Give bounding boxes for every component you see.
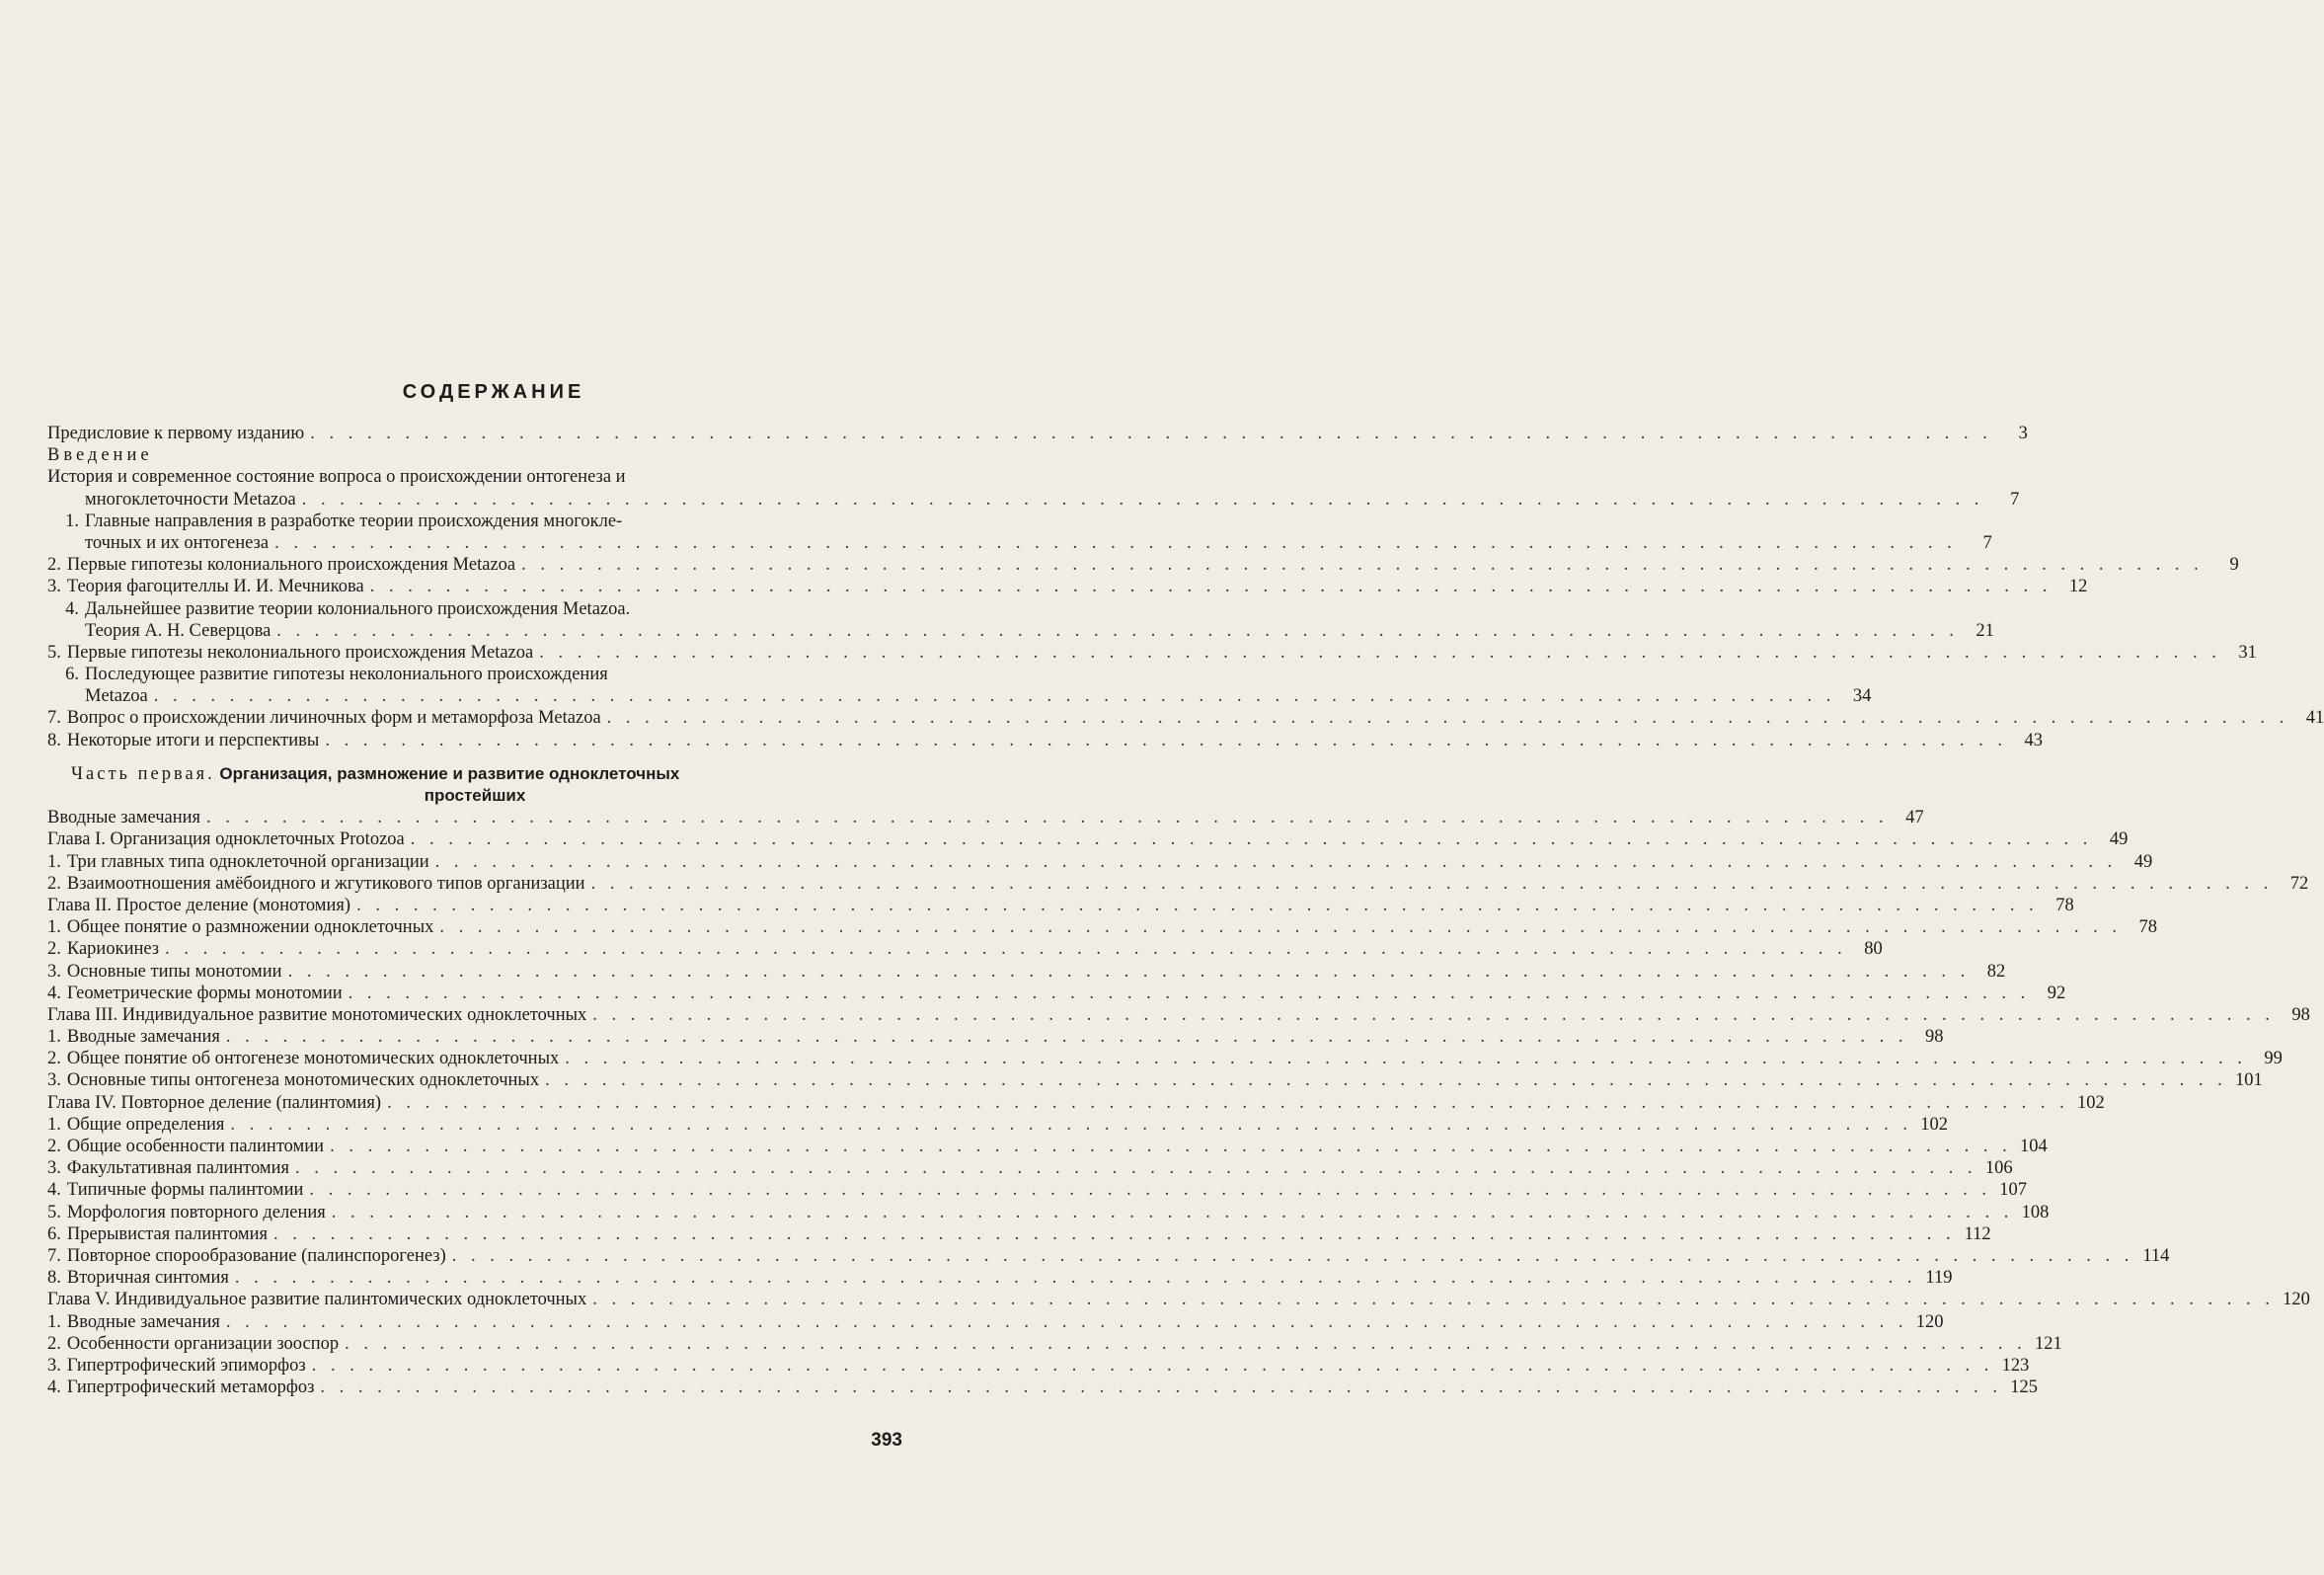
toc-entry-number: 3.: [47, 577, 61, 597]
toc-page-number: 47: [1905, 808, 1924, 828]
leader-dots: [591, 873, 2274, 895]
leader-dots: [288, 961, 1971, 983]
leader-dots: [273, 1223, 1956, 1245]
leader-dots: [310, 423, 1992, 444]
leader-dots: [226, 1311, 1908, 1333]
toc-entry-number: 5.: [47, 642, 61, 663]
toc-entry-title: Глава II. Простое деление (монотомия): [47, 895, 351, 915]
toc-entry[interactable]: [47, 1048, 2283, 1069]
toc-entry-title: Главные направления в разработке теории происхождения многокле-: [85, 511, 623, 531]
part-title: Организация, размножение и развитие одноклеточных: [219, 763, 680, 783]
leader-dots: [230, 1114, 1912, 1136]
toc-entry[interactable]: [47, 1202, 2050, 1223]
leader-dots: [607, 707, 2289, 729]
toc-page-number: 34: [1852, 686, 1872, 707]
toc-page-number: 92: [2047, 983, 2066, 1003]
toc-entry[interactable]: [47, 1157, 2013, 1179]
toc-entry[interactable]: [47, 1114, 1948, 1136]
toc-entry-title: Дальнейшее развитие теории колониального происхождения Metazoa.: [85, 598, 631, 619]
toc-entry[interactable]: [47, 1004, 2310, 1026]
toc-entry-number: 2.: [47, 1049, 61, 1069]
toc-entry-title: Особенности организации зооспор: [66, 1333, 340, 1354]
leader-dots: [154, 685, 1836, 707]
toc-page-number: 49: [2133, 851, 2153, 872]
toc-entry-intro-line1[interactable]: [47, 466, 902, 488]
toc-entry-title: многоклеточности Metazoa: [85, 489, 296, 510]
toc-entry-number: 2.: [47, 939, 61, 960]
toc-entry[interactable]: [47, 1355, 2030, 1377]
toc-page-number: 107: [1999, 1180, 2028, 1201]
leader-dots: [592, 1004, 2275, 1026]
toc-entry-title: История и современное состояние вопроса о происхождении онтогенеза и: [47, 467, 626, 488]
toc-page-number: 49: [2109, 829, 2129, 850]
toc-entry[interactable]: [47, 1267, 1953, 1289]
toc-entry-number: 1.: [65, 511, 79, 531]
toc-entry-title: Типичные формы палинтомии: [66, 1180, 304, 1201]
leader-dots: [276, 620, 1959, 642]
toc-entry-title: Metazoa: [85, 686, 148, 707]
toc-entry[interactable]: [47, 828, 2129, 850]
leader-dots: [330, 1136, 2012, 1157]
toc-entry[interactable]: [47, 1223, 1991, 1245]
leader-dots: [295, 1157, 1977, 1179]
toc-entry-title: Глава V. Индивидуальное развитие палинтомических одноклеточных: [47, 1290, 587, 1310]
toc-entry-title: Глава IV. Повторное деление (палинтомия): [47, 1092, 382, 1113]
toc-page-number: 21: [1975, 620, 1994, 641]
toc-page-number: 12: [2068, 577, 2088, 597]
leader-dots: [370, 576, 2053, 597]
toc-entry-number: 8.: [47, 730, 61, 750]
toc-entry[interactable]: [47, 916, 2158, 938]
toc-entry[interactable]: [47, 938, 1883, 960]
toc-entry-title: Гипертрофический метаморфоз: [66, 1378, 315, 1398]
toc-entry[interactable]: [47, 511, 902, 532]
leader-dots: [539, 642, 2221, 664]
toc-entry-number: 3.: [47, 1070, 61, 1091]
toc-entry[interactable]: [47, 851, 2153, 873]
leader-dots: [349, 983, 2031, 1004]
toc-entry-number: 8.: [47, 1268, 61, 1289]
toc-page-number: 99: [2264, 1049, 2283, 1069]
toc-entry[interactable]: [47, 1245, 2170, 1267]
toc-entry[interactable]: [47, 730, 2043, 751]
toc-entry-title: Глава III. Индивидуальное развитие монотомических одноклеточных: [47, 1004, 587, 1025]
leader-dots: [411, 828, 2093, 850]
toc-entry[interactable]: [47, 532, 1992, 554]
toc-page-number: 43: [2024, 730, 2043, 750]
toc-entry-title: Морфология повторного деления: [66, 1202, 326, 1222]
toc-entry-number: 2.: [47, 555, 61, 576]
part1-entry-list: [47, 807, 2310, 1398]
leader-dots: [345, 1333, 2027, 1355]
toc-entry-title: Общие определения: [66, 1114, 225, 1135]
toc-page-number: 98: [1925, 1027, 1944, 1048]
toc-page-number: 123: [2001, 1355, 2030, 1376]
toc-page-number: 31: [2238, 642, 2257, 663]
toc-entry-title: Кариокинез: [66, 939, 160, 960]
toc-entry-title: Предисловие к первому изданию: [47, 424, 305, 443]
toc-entry-number: 7.: [47, 708, 61, 729]
toc-entry-title: Общее понятие о размножении одноклеточных: [66, 917, 434, 938]
toc-entry-number: 4.: [47, 1180, 61, 1201]
leader-dots: [226, 1026, 1908, 1048]
leader-dots: [452, 1245, 2134, 1267]
part-heading: [47, 763, 902, 807]
toc-entry-number: 2.: [47, 1333, 61, 1354]
toc-page-number: 7: [1982, 532, 1992, 553]
toc-entry[interactable]: [47, 895, 2074, 916]
toc-entry-number: 3.: [47, 1355, 61, 1376]
toc-page-number: 7: [2010, 489, 2020, 510]
toc-page-number: 102: [2076, 1092, 2105, 1113]
toc-entry[interactable]: [47, 1179, 2028, 1201]
toc-page-number: 3: [2018, 424, 2028, 443]
toc-entry[interactable]: [47, 1333, 2062, 1355]
toc-entry-number: 1.: [47, 917, 61, 938]
leader-dots: [165, 938, 1847, 960]
toc-entry-intro-line2[interactable]: [47, 489, 2020, 511]
toc-page-number: 108: [2021, 1202, 2050, 1222]
toc-entry-number: 4.: [47, 983, 61, 1003]
toc-entry[interactable]: [47, 1377, 2038, 1398]
toc-entry-title: Общие особенности палинтомии: [66, 1137, 325, 1157]
toc-entry[interactable]: [47, 1311, 1944, 1333]
toc-entry-title: Прерывистая палинтомия: [66, 1223, 269, 1244]
toc-page-number: 104: [2019, 1137, 2048, 1157]
toc-entry-title: Последующее развитие гипотезы неколониального происхождения: [85, 665, 608, 685]
toc-page-number: 98: [2291, 1004, 2310, 1025]
toc-entry[interactable]: [47, 1092, 2105, 1114]
toc-entry-title: Общее понятие об онтогенезе монотомических одноклеточных: [66, 1049, 560, 1069]
toc-page-number: 120: [1915, 1311, 1944, 1332]
toc-entry-number: 4.: [47, 1378, 61, 1398]
toc-entry[interactable]: [47, 576, 2088, 597]
toc-entry[interactable]: [47, 1289, 2310, 1310]
toc-entry[interactable]: [47, 664, 902, 685]
toc-entry[interactable]: [47, 961, 2006, 983]
toc-entry-number: 6.: [65, 665, 79, 685]
toc-entry[interactable]: [47, 807, 1924, 828]
toc-page-number: 80: [1864, 939, 1883, 960]
leader-dots: [206, 807, 1889, 828]
toc-entry-title: Повторное спорообразование (палинспорогенез): [66, 1245, 446, 1266]
toc-page-number: 102: [1920, 1114, 1948, 1135]
toc-page-number: 125: [2010, 1378, 2038, 1398]
toc-page-number: 101: [2234, 1070, 2263, 1091]
toc-entry-title: Первые гипотезы колониального происхождения Metazoa: [66, 555, 516, 576]
toc-entry-title: Некоторые итоги и перспективы: [66, 730, 320, 750]
toc-entry[interactable]: [47, 642, 2257, 664]
intro-subsection-list: [47, 511, 2324, 751]
page-title: СОДЕРЖАНИЕ: [402, 381, 585, 403]
toc-entry-title: Теория А. Н. Северцова: [85, 620, 271, 641]
toc-entry-number: 1.: [47, 1114, 61, 1135]
toc-entry[interactable]: [47, 1069, 2263, 1091]
toc-page-number: 78: [2138, 917, 2158, 938]
toc-entry-title: Теория фагоцителлы И. И. Мечникова: [66, 577, 364, 597]
toc-entry-title: Вопрос о происхождении личиночных форм и метаморфоза Metazoa: [66, 708, 601, 729]
toc-entry[interactable]: [47, 554, 2239, 576]
leader-dots: [435, 851, 2118, 873]
toc-entry-title: Вводные замечания: [47, 808, 201, 828]
leader-dots: [332, 1202, 2014, 1223]
toc-entry-number: 2.: [47, 1137, 61, 1157]
toc-page-number: 82: [1986, 961, 2006, 982]
toc-entry-number: 3.: [47, 961, 61, 982]
toc-page-number: 112: [1964, 1223, 1991, 1244]
toc-entry[interactable]: [47, 1026, 1944, 1048]
toc-entry-title: Вводные замечания: [66, 1311, 220, 1332]
toc-entry-number: 1.: [47, 851, 61, 872]
toc-page-number: 106: [1984, 1158, 2013, 1179]
toc-entry-title: Гипертрофический эпиморфоз: [66, 1355, 306, 1376]
toc-entry-title: Взаимоотношения амёбоидного и жгутикового типов организации: [66, 873, 585, 894]
toc-entry-title: точных и их онтогенеза: [85, 532, 270, 553]
toc-entry[interactable]: [47, 707, 2324, 729]
leader-dots: [320, 1377, 2002, 1398]
toc-entry[interactable]: [47, 983, 2066, 1004]
leader-dots: [235, 1267, 1917, 1289]
toc-entry-title: Основные типы монотомии: [66, 961, 282, 982]
toc-entry-title: Факультативная палинтомия: [66, 1158, 290, 1179]
toc-entry-title: Три главных типа одноклеточной организации: [66, 851, 429, 872]
toc-page-number: 121: [2035, 1333, 2062, 1354]
leader-dots: [439, 916, 2122, 938]
toc-page-number: 120: [2283, 1290, 2310, 1310]
toc-entry-preface[interactable]: [47, 423, 2028, 444]
toc-entry[interactable]: [47, 1136, 2048, 1157]
toc-page-number: 9: [2229, 555, 2239, 576]
part-title-continued: простейших: [424, 786, 526, 806]
toc-entry[interactable]: [47, 620, 1994, 642]
leader-dots: [309, 1179, 1991, 1201]
leader-dots: [387, 1092, 2069, 1114]
toc-entry-title: Геометрические формы монотомии: [66, 983, 343, 1003]
toc-entry[interactable]: [47, 685, 1872, 707]
page-number: 393: [871, 1430, 902, 1451]
table-of-contents: [47, 423, 2324, 1398]
toc-entry-number: 1.: [47, 1027, 61, 1048]
section-label-intro: Введение: [47, 445, 153, 466]
toc-entry-title: Первые гипотезы неколониального происхождения Metazoa: [66, 642, 534, 663]
part-label: Часть первая.: [71, 763, 215, 784]
toc-entry-number: 2.: [47, 873, 61, 894]
leader-dots: [592, 1289, 2275, 1310]
toc-entry-number: 7.: [47, 1245, 61, 1266]
toc-page-number: 119: [1925, 1268, 1953, 1289]
leader-dots: [521, 554, 2204, 576]
toc-entry-number: 5.: [47, 1202, 61, 1222]
leader-dots: [302, 489, 1984, 511]
leader-dots: [356, 895, 2039, 916]
toc-page-number: 72: [2289, 873, 2309, 894]
leader-dots: [325, 730, 2007, 751]
toc-entry[interactable]: [47, 598, 902, 620]
toc-entry-number: 3.: [47, 1158, 61, 1179]
toc-entry-title: Вводные замечания: [66, 1027, 220, 1048]
toc-entry[interactable]: [47, 873, 2309, 895]
leader-dots: [565, 1048, 2247, 1069]
toc-page-number: 114: [2142, 1245, 2170, 1266]
leader-dots: [545, 1069, 2227, 1091]
toc-entry-title: Вторичная синтомия: [66, 1268, 229, 1289]
toc-entry-number: 1.: [47, 1311, 61, 1332]
toc-entry-number: 6.: [47, 1223, 61, 1244]
toc-entry-title: Глава I. Организация одноклеточных Protozoa: [47, 829, 405, 850]
toc-entry-title: Основные типы онтогенеза монотомических одноклеточных: [66, 1070, 540, 1091]
toc-page-number: 41: [2305, 708, 2324, 729]
toc-page-number: 78: [2055, 895, 2074, 915]
toc-entry-number: 4.: [65, 598, 79, 619]
leader-dots: [274, 532, 1957, 554]
leader-dots: [312, 1355, 1994, 1377]
